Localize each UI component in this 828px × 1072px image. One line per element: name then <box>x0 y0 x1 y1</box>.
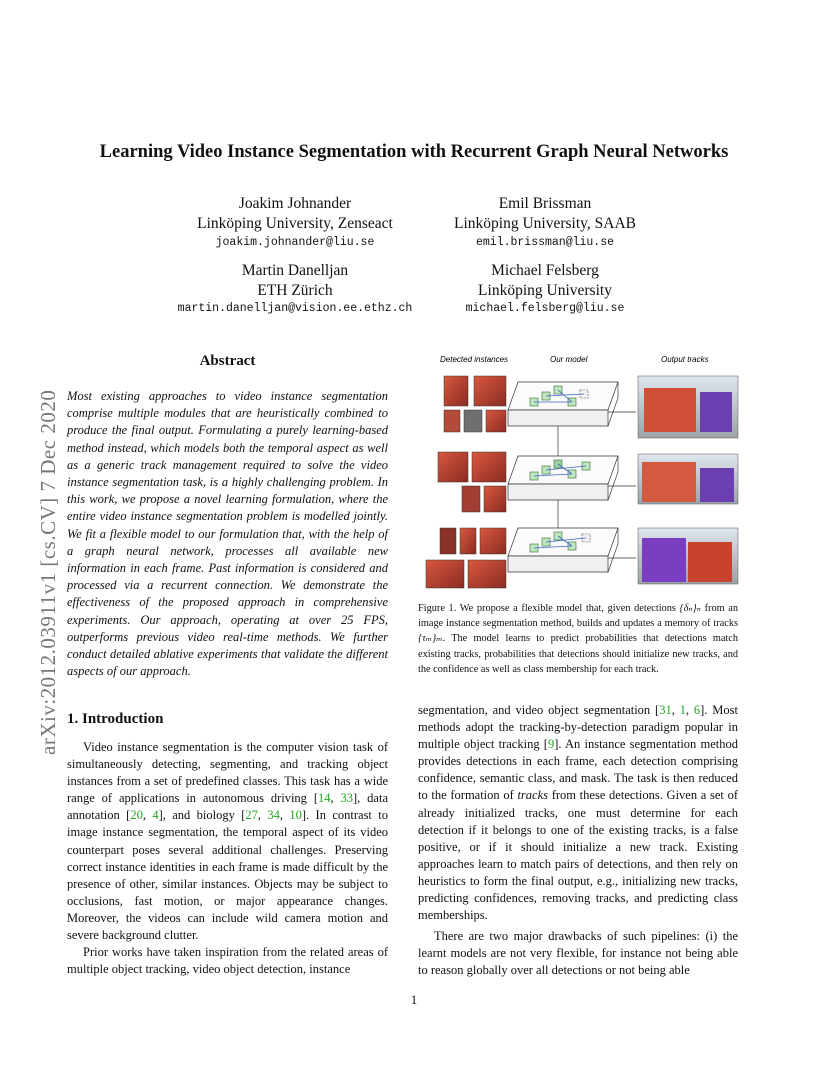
citation-link[interactable]: 20 <box>130 808 143 823</box>
paragraph: Prior works have taken inspiration from the related areas of multiple object tracking, video object detection, instance <box>67 945 388 977</box>
caption-math: {τₘ}ₘ <box>418 633 443 645</box>
citation-link[interactable]: 31 <box>659 703 672 717</box>
model-graph-block <box>508 382 618 572</box>
text: , <box>279 808 290 823</box>
author-name: Michael Felsberg <box>491 262 599 279</box>
abstract-text: Most existing approaches to video instance segmentation comprise multiple modules that are heuristically combined to produce the final output. Formulating a purely learning-based method instead, which models both the temporal aspect as well as a generic track management required to solve the video instance segmentation task, is a highly challenging problem. In this work, we propose a novel learning formulation, where the entire video instance segmentation problem is modelled jointly. We fit a flexible model to our formulation that, with the help of a graph neural network, processes all available new information in each frame. Past information is considered and processed via a recurrent connection. We demonstrate the effectiveness of the proposed approach in comprehensive experiments. Our approach, operating at over 25 FPS, outperforms previous video real-time methods. We further conduct detailed ablative experiments that validate the different aspects of our approach. <box>67 389 388 679</box>
citation-link[interactable]: 9 <box>547 737 555 752</box>
author-email[interactable]: emil.brissman@liu.se <box>475 236 615 249</box>
page-number: 1 <box>410 992 418 1007</box>
citation-link[interactable]: 4 <box>152 808 159 823</box>
text: from these detections. Given a set of already initialized tracks, one must determine for each detection if it belongs to one of the existing tracks, is a false positive, or if it should initialize a new track. Existing approaches learn to match pairs of detections, and then rely on heuristics to form the final output, e.g., initializing new tracks, predicting confidences, removing tracks, and predicting class memberships. <box>418 788 738 923</box>
arxiv-identifier: arXiv:2012.03911v1 [cs.CV] 7 Dec 2020 <box>36 389 60 755</box>
text: ]. Most methods adopt the tracking-by-detection paradigm popular in multiple object tracking [ <box>418 703 739 752</box>
author-email[interactable]: joakim.johnander@liu.se <box>215 236 375 249</box>
output-tracks-frame <box>638 376 738 438</box>
citation-link[interactable]: 1 <box>679 703 686 717</box>
paper-title: Learning Video Instance Segmentation with Recurrent Graph Neural Networks <box>99 142 729 162</box>
detected-instances-row <box>444 376 506 432</box>
author-name: Emil Brissman <box>498 195 592 212</box>
author-email[interactable]: michael.felsberg@liu.se <box>465 302 625 315</box>
text: Video instance segmentation is the computer vision task of simultaneously detecting, segmenting, and tracking object instances from a set of predefined classes. This task has a wide range of applications in autonomous driving [ <box>67 740 388 806</box>
author-affiliation: Linköping University, SAAB <box>454 215 636 232</box>
abstract-heading: Abstract <box>199 353 256 369</box>
citation-link[interactable]: 33 <box>340 791 353 806</box>
citation-link[interactable]: 10 <box>289 808 302 823</box>
emphasis: tracks <box>517 788 549 803</box>
text: ]. In contrast to image instance segmentation, the temporal aspect of its video counterpart poses several additional challenges. Preserving correct instance identities in each frame is made difficult by the presence of other, similar instances. Objects may be subject to occlusions, fast motion, or major appearance changes. Moreover, the videos can include wild camera motion and severe background clutter. <box>67 808 389 943</box>
detected-instances-row <box>426 528 506 588</box>
caption-text: from an image instance segmentation method, builds and updates a memory of tracks <box>418 603 738 630</box>
text: , <box>142 808 153 823</box>
citation-link[interactable]: 34 <box>267 808 280 823</box>
output-tracks-frame <box>638 528 738 584</box>
text: , <box>257 808 268 823</box>
fig-col-label: Our model <box>550 355 588 364</box>
caption-text: . The model learns to predict probabilities that detections match existing tracks, probabilities that detections should initialize new tracks, and the confidence as well as class membership for each track. <box>418 633 738 675</box>
paragraph: There are two major drawbacks of such pipelines: (i) the learnt models are not very flexible, for instance not being able to reason globally over all detections or not being able <box>418 929 738 978</box>
text: ]. An instance segmentation method provides detections in each frame, each detection comprising confidence, semantic class, and mask. The task is then reduced to the formation of <box>418 737 738 803</box>
author-name: Joakim Johnander <box>238 195 352 212</box>
text: segmentation, and video object segmentation [ <box>418 703 660 717</box>
author-block <box>430 194 660 234</box>
figure-1-graphic <box>418 352 740 597</box>
detected-instances-row <box>438 452 506 512</box>
text: ], data annotation [ <box>67 791 388 823</box>
output-tracks-frame <box>638 454 738 504</box>
fig-col-label: Detected instances <box>440 355 509 364</box>
citation-link[interactable]: 27 <box>245 808 258 823</box>
author-affiliation: ETH Zürich <box>257 282 333 299</box>
author-email[interactable]: martin.danelljan@vision.ee.ethz.ch <box>177 302 413 315</box>
citation-link[interactable]: 14 <box>317 791 331 806</box>
figure-caption <box>418 601 738 677</box>
citation-link[interactable]: 6 <box>693 703 701 717</box>
author-block <box>430 261 660 301</box>
author-affiliation: Linköping University <box>478 282 612 299</box>
text: ], and biology [ <box>158 808 246 823</box>
author-name: Martin Danelljan <box>241 262 349 279</box>
caption-text: Figure 1. We propose a flexible model that, given detections <box>418 603 680 614</box>
fig-col-label: Output tracks <box>661 355 709 364</box>
text: , <box>671 703 680 717</box>
author-block <box>170 194 420 234</box>
figure-1 <box>418 352 740 597</box>
text: , <box>685 703 694 717</box>
intro-left-column <box>67 739 388 978</box>
author-block <box>160 261 430 301</box>
paragraph <box>67 739 388 944</box>
text: , <box>330 791 341 806</box>
author-affiliation: Linköping University, Zenseact <box>197 215 393 232</box>
intro-right-column <box>418 702 738 980</box>
paragraph <box>418 702 738 924</box>
caption-math: {δₙ}ₙ <box>679 603 701 614</box>
section-heading: 1. Introduction <box>67 711 164 727</box>
